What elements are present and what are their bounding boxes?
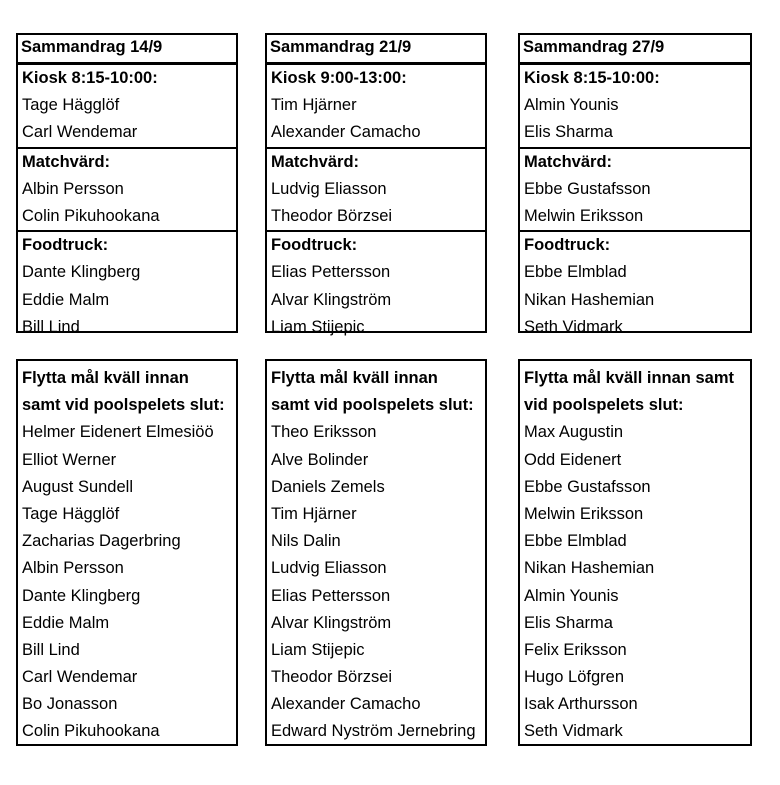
name-item: Almin Younis <box>524 96 619 115</box>
name-item: Bill Lind <box>22 640 80 659</box>
name-item: Helmer Eidenert Elmesiöö <box>22 423 214 442</box>
summary-box-3 <box>518 33 752 336</box>
name-item: Alve Bolinder <box>271 450 369 469</box>
name-item: Eddie Malm <box>22 290 110 309</box>
summary-box-1 <box>16 33 238 336</box>
move-goals-box-3 <box>518 359 752 746</box>
name-item: Bill Lind <box>22 317 80 336</box>
section-heading-kiosk: Kiosk 8:15-10:00: <box>22 69 158 87</box>
section-heading-matchvard: Matchvärd: <box>18 147 236 176</box>
name-item: Carl Wendemar <box>22 123 138 142</box>
name-item: Colin Pikuhookana <box>22 206 160 225</box>
name-item: Elias Pettersson <box>271 263 391 282</box>
section-heading-kiosk: Kiosk 8:15-10:00: <box>524 69 660 87</box>
name-item: Zacharias Dagerbring <box>22 532 181 551</box>
name-item: Isak Arthursson <box>524 695 638 714</box>
name-item: Albin Persson <box>22 559 124 578</box>
name-item: Ebbe Elmblad <box>524 263 627 282</box>
name-item: Eddie Malm <box>22 613 110 632</box>
move-goals-box-1 <box>16 359 238 746</box>
name-item: Daniels Zemels <box>271 477 385 496</box>
name-item: Ebbe Gustafsson <box>524 179 651 198</box>
name-item: Ludvig Eliasson <box>271 559 387 578</box>
name-item: Max Augustin <box>524 423 624 442</box>
name-item: Alexander Camacho <box>271 695 421 714</box>
name-item: August Sundell <box>22 477 133 496</box>
name-item: Elias Pettersson <box>271 586 391 605</box>
name-item: Elliot Werner <box>22 450 117 469</box>
name-item: Liam Stijepic <box>271 640 365 659</box>
name-item: Felix Eriksson <box>524 640 627 659</box>
name-item: Bo Jonasson <box>22 695 118 714</box>
name-item: Nils Dalin <box>271 532 341 551</box>
section-heading-foodtruck: Foodtruck: <box>267 230 485 259</box>
name-item: Colin Pikuhookana <box>22 722 160 741</box>
move-goals-box-2 <box>265 359 487 746</box>
name-item: Melwin Eriksson <box>524 206 644 225</box>
name-item: Hugo Löfgren <box>524 668 624 687</box>
name-item: Almin Younis <box>524 586 619 605</box>
name-item: Dante Klingberg <box>22 586 141 605</box>
move-goals-heading: vid poolspelets slut: <box>524 396 684 415</box>
name-item: Tage Hägglöf <box>22 96 120 115</box>
section-heading-matchvard: Matchvärd: <box>520 147 750 176</box>
name-item: Alvar Klingström <box>271 290 392 309</box>
name-item: Tage Hägglöf <box>22 504 120 523</box>
name-item: Theo Eriksson <box>271 423 377 442</box>
move-goals-heading: samt vid poolspelets slut: <box>271 396 474 415</box>
move-goals-heading: Flytta mål kväll innan <box>271 369 438 387</box>
summary-title: Sammandrag 21/9 <box>267 35 485 65</box>
name-item: Ludvig Eliasson <box>271 179 387 198</box>
summary-box-2 <box>265 33 487 336</box>
name-item: Tim Hjärner <box>271 504 357 523</box>
name-item: Tim Hjärner <box>271 96 357 115</box>
move-goals-heading: Flytta mål kväll innan <box>22 369 189 387</box>
name-item: Elis Sharma <box>524 613 613 632</box>
name-item: Ebbe Gustafsson <box>524 477 651 496</box>
move-goals-heading: Flytta mål kväll innan samt <box>524 369 734 387</box>
name-item: Alexander Camacho <box>271 123 421 142</box>
name-item: Theodor Börzsei <box>271 668 393 687</box>
name-item: Nikan Hashemian <box>524 559 655 578</box>
summary-title: Sammandrag 27/9 <box>520 35 750 65</box>
name-item: Melwin Eriksson <box>524 504 644 523</box>
name-item: Odd Eidenert <box>524 450 622 469</box>
name-item: Elis Sharma <box>524 123 613 142</box>
section-heading-kiosk: Kiosk 9:00-13:00: <box>271 69 407 87</box>
name-item: Nikan Hashemian <box>524 290 655 309</box>
name-item: Edward Nyström Jernebring <box>271 722 476 741</box>
move-goals-heading: samt vid poolspelets slut: <box>22 396 225 415</box>
section-heading-foodtruck: Foodtruck: <box>520 230 750 259</box>
name-item: Theodor Börzsei <box>271 206 393 225</box>
name-item: Carl Wendemar <box>22 668 138 687</box>
summary-title: Sammandrag 14/9 <box>18 35 236 65</box>
name-item: Seth Vidmark <box>524 722 623 741</box>
name-item: Seth Vidmark <box>524 317 623 336</box>
name-item: Liam Stijepic <box>271 317 365 336</box>
name-item: Dante Klingberg <box>22 263 141 282</box>
name-item: Albin Persson <box>22 179 124 198</box>
name-item: Ebbe Elmblad <box>524 532 627 551</box>
name-item: Alvar Klingström <box>271 613 392 632</box>
section-heading-matchvard: Matchvärd: <box>267 147 485 176</box>
section-heading-foodtruck: Foodtruck: <box>18 230 236 259</box>
